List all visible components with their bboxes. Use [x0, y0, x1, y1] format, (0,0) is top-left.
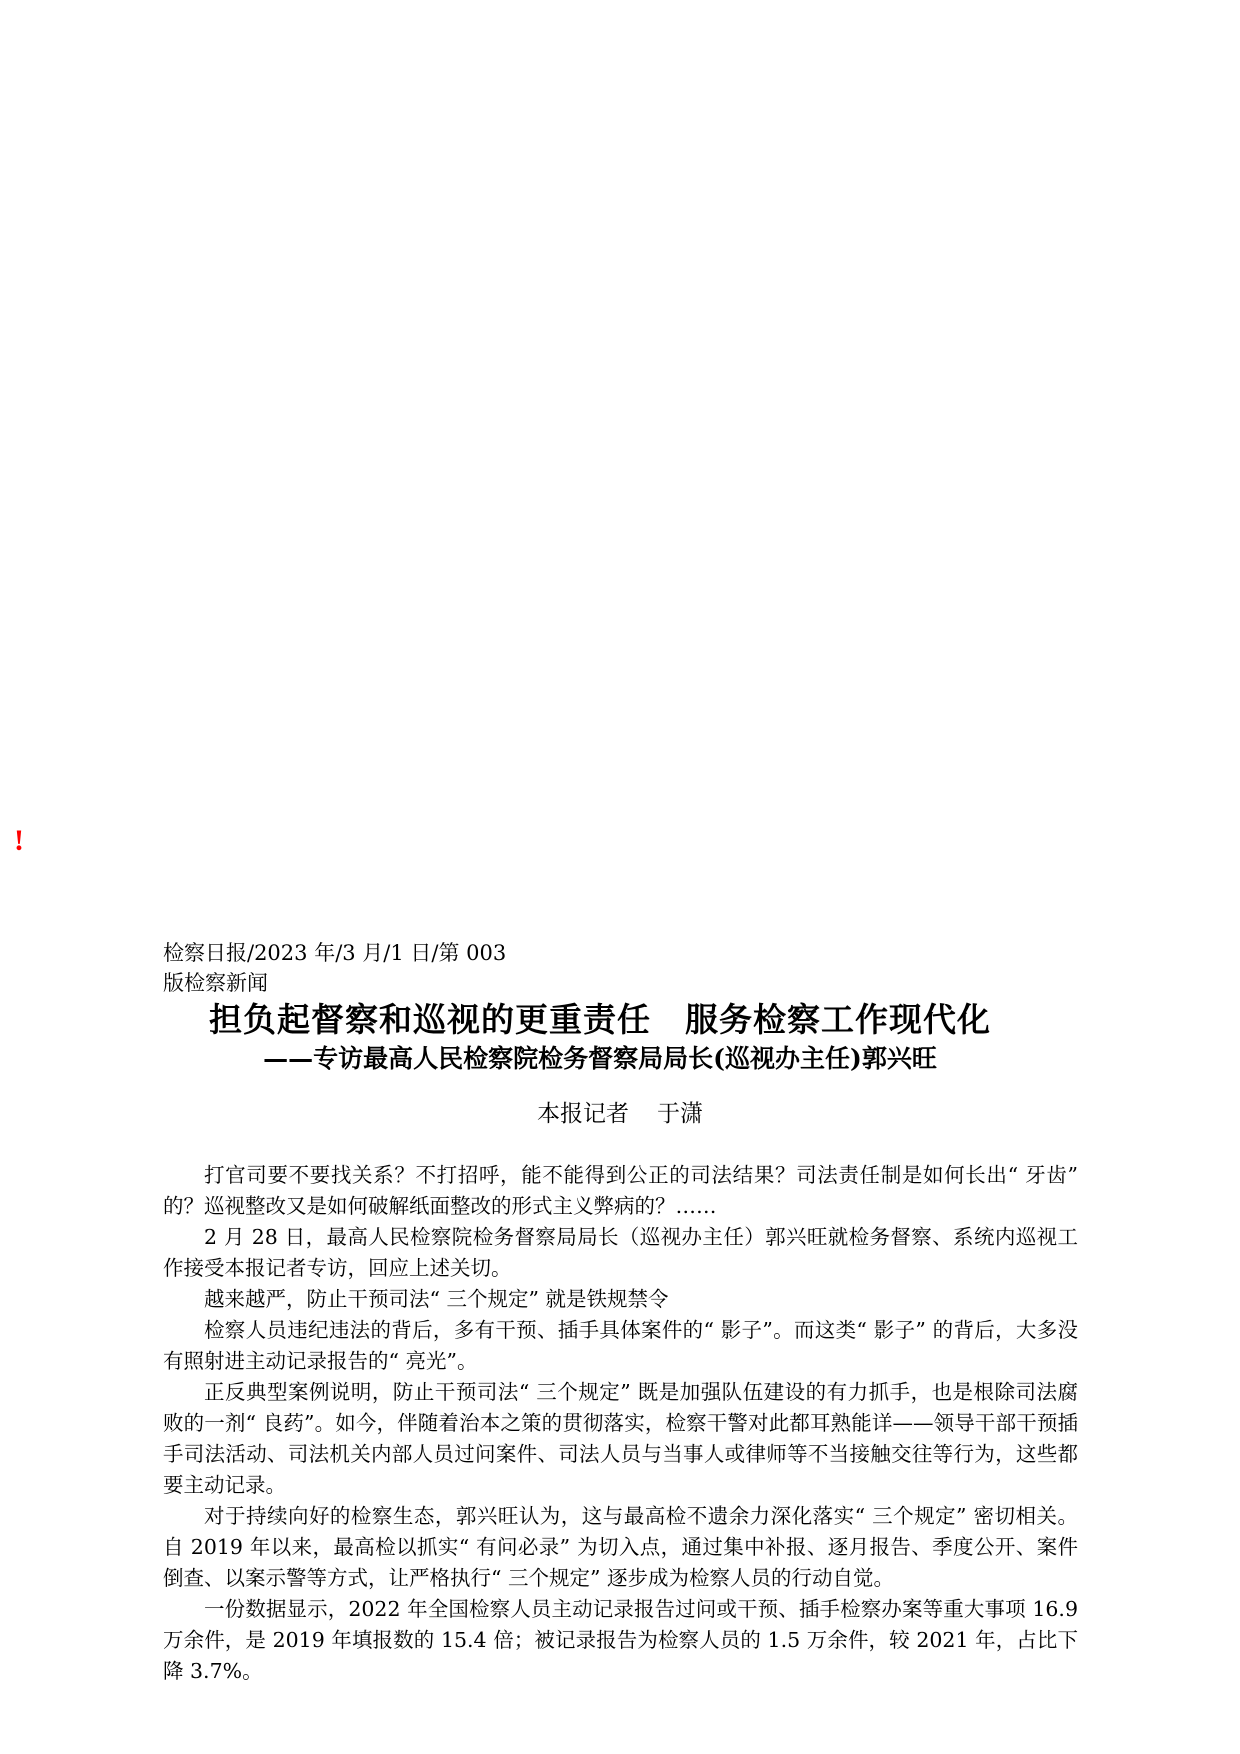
byline-label: 本报记者 [537, 1101, 629, 1127]
paragraph: 对于持续向好的检察生态，郭兴旺认为，这与最高检不遗余力深化落实“ 三个规定” 密切相关。自 2019 年以来，最高检以抓实“ 有问必录” 为切入点，通过集中补报、逐月报告、季度公开、案件倒查、以案示警等方式，让严格执行“ 三个规定” 逐步成为检察人员的行动自觉。 [163, 1504, 1078, 1590]
paragraph: 正反典型案例说明，防止干预司法“ 三个规定” 既是加强队伍建设的有力抓手，也是根除司法腐败的一剂“ 良药”。如今，伴随着治本之策的贯彻落实，检察干警对此都耳熟能详——领导干部干预插手司法活动、司法机关内部人员过问案件、司法人员与当事人或律师等不当接触交往等行为，这些都要主动记录。 [163, 1380, 1078, 1497]
byline-author: 于潇 [657, 1101, 703, 1127]
paragraph: 2 月 28 日，最高人民检察院检务督察局局长（巡视办主任）郭兴旺就检务督察、系统内巡视工作接受本报记者专访，回应上述关切。 [163, 1225, 1078, 1280]
paragraph: 检察人员违纪违法的背后，多有干预、插手具体案件的“ 影子”。而这类“ 影子” 的背后，大多没有照射进主动记录报告的“ 亮光”。 [163, 1318, 1078, 1373]
title-block [0, 1000, 1240, 1076]
byline [0, 1098, 1240, 1130]
paragraph: 打官司要不要找关系？不打招呼，能不能得到公正的司法结果？司法责任制是如何长出“ 牙齿” 的？巡视整改又是如何破解纸面整改的形式主义弊病的？…… [163, 1163, 1078, 1218]
paragraph: 一份数据显示，2022 年全国检察人员主动记录报告过问或干预、插手检察办案等重大事项 16.9 万余件，是 2019 年填报数的 15.4 倍；被记录报告为检察人员的 1.5 万余件，较 2021 年，占比下降 3.7%。 [163, 1597, 1078, 1683]
article-subtitle: ——专访最高人民检察院检务督察局局长(巡视办主任)郭兴旺 [263, 1044, 937, 1073]
article-title: 担负起督察和巡视的更重责任 服务检察工作现代化 [209, 1000, 991, 1039]
source-line: 检察日报/2023 年/3 月/1 日/第 003 版检察新闻 [163, 941, 507, 995]
alert-exclamation-mark: ! [14, 824, 24, 857]
article-body [163, 1160, 1078, 1687]
section-heading: 越来越严，防止干预司法“ 三个规定” 就是铁规禁令 [204, 1287, 669, 1311]
